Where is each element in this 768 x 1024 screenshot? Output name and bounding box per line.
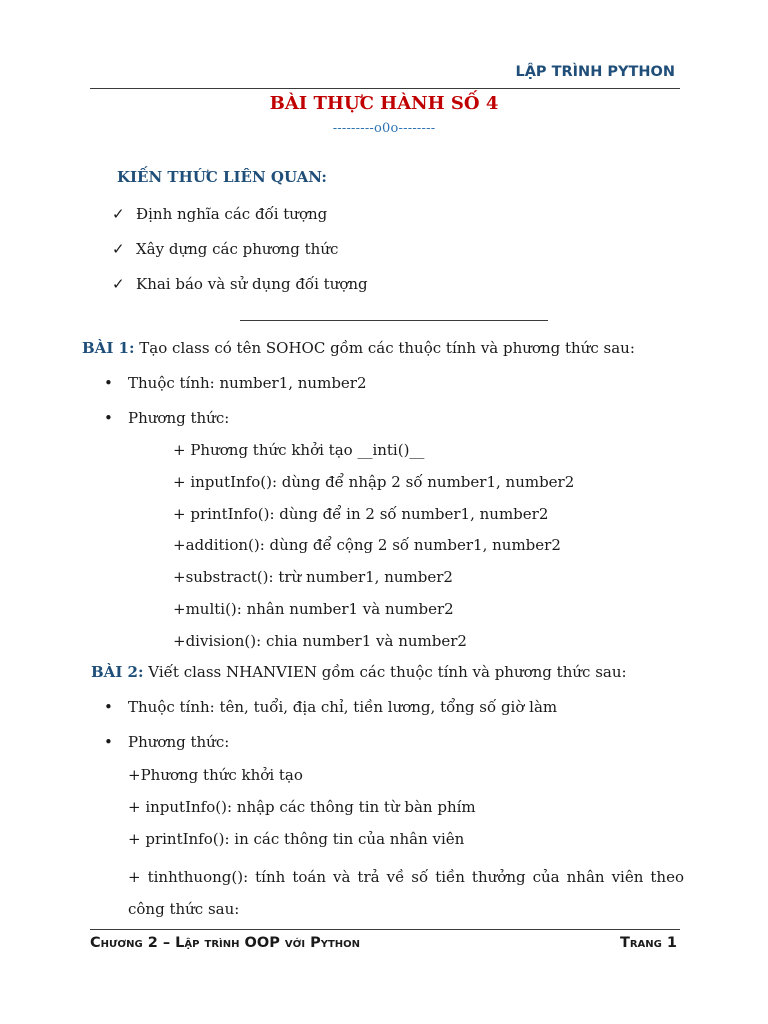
method-line: +multi(): nhân number1 và number2 <box>173 600 454 618</box>
exercise-2-label: BÀI 2: <box>91 663 144 681</box>
method-line: + printInfo(): dùng để in 2 số number1, number2 <box>173 505 549 523</box>
exercise-1-label: BÀI 1: <box>82 339 135 357</box>
title-ornament: ---------o0o-------- <box>332 121 436 136</box>
bullet-icon: • <box>104 409 113 427</box>
footer-rule <box>90 929 680 930</box>
method-line: + inputInfo(): dùng để nhập 2 số number1, number2 <box>173 473 575 491</box>
check-icon: ✓ <box>112 275 125 293</box>
list-item: • Thuộc tính: number1, number2 <box>104 374 367 392</box>
footer-chapter: Chương 2 – Lập trình OOP với Python <box>90 935 361 951</box>
check-icon: ✓ <box>112 240 125 258</box>
bullet-icon: • <box>104 698 113 716</box>
document-title: BÀI THỰC HÀNH SỐ 4 <box>269 93 499 114</box>
checklist-item: ✓ Khai báo và sử dụng đối tượng <box>112 275 368 293</box>
method-line: + inputInfo(): nhập các thông tin từ bàn phím <box>128 798 476 816</box>
method-paragraph: + tinhthuong(): tính toán và trả về số tiền thưởng của nhân viên theo công thức sau: <box>128 868 684 918</box>
exercise-2-heading <box>91 663 627 681</box>
list-item: • Thuộc tính: tên, tuổi, địa chỉ, tiền lương, tổng số giờ làm <box>104 698 558 716</box>
checklist-item: ✓ Xây dựng các phương thức <box>112 240 339 258</box>
list-item: • Phương thức: <box>104 733 230 751</box>
section-heading: KIẾN THỨC LIÊN QUAN: <box>117 168 327 186</box>
header-rule <box>90 88 680 89</box>
footer-page-number: Trang 1 <box>619 935 677 951</box>
method-line: + Phương thức khởi tạo __inti()__ <box>173 441 425 459</box>
bullet-icon: • <box>104 733 113 751</box>
method-line: +addition(): dùng để cộng 2 số number1, number2 <box>173 536 561 554</box>
checklist-item: ✓ Định nghĩa các đối tượng <box>112 205 328 223</box>
method-line: +Phương thức khởi tạo <box>128 766 303 784</box>
method-line: +division(): chia number1 và number2 <box>173 632 467 650</box>
method-line: +substract(): trừ number1, number2 <box>173 568 453 586</box>
list-item: • Phương thức: <box>104 409 230 427</box>
exercise-2-text: Viết class NHANVIEN gồm các thuộc tính và phương thức sau: <box>143 663 627 681</box>
exercise-1-heading <box>82 339 635 357</box>
check-icon: ✓ <box>112 205 125 223</box>
exercise-1-text: Tạo class có tên SOHOC gồm các thuộc tính và phương thức sau: <box>134 339 635 357</box>
section-divider <box>240 320 548 321</box>
bullet-icon: • <box>104 374 113 392</box>
running-header-title: LẬP TRÌNH PYTHON <box>515 64 675 80</box>
method-line: + printInfo(): in các thông tin của nhân viên <box>128 830 465 848</box>
